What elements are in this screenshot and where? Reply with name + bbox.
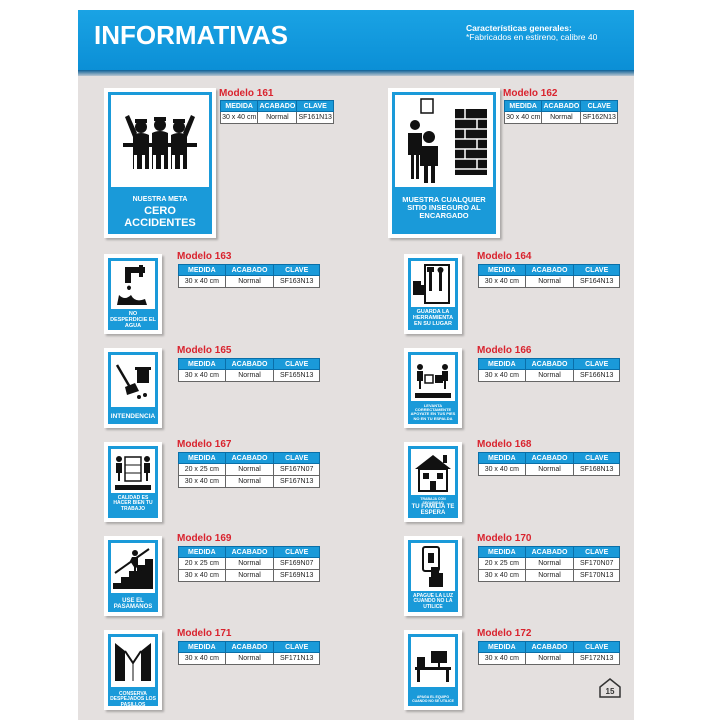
table-row: 30 x 40 cm Normal SF161N13 <box>221 112 334 124</box>
table-row: 30 x 40 cm Normal SF172N13 <box>479 653 620 665</box>
house-family-icon <box>411 449 455 495</box>
table-row: 30 x 40 cm Normal SF164N13 <box>479 276 620 288</box>
col-acabado: ACABADO <box>225 642 274 653</box>
sign-modelo-166 <box>404 348 462 428</box>
table-row: 30 x 40 cm Normal SF167N13 <box>179 476 320 488</box>
quality-work-icon <box>111 449 155 493</box>
sign-caption: TU FAMILIA TE ESPERA <box>411 504 455 517</box>
sign-caption: NO DESPERDICIE EL AGUA <box>110 311 156 329</box>
sign-modelo-171 <box>104 630 162 710</box>
sign-caption: NUESTRA META <box>132 196 188 203</box>
table-row: 30 x 40 cm Normal SF170N13 <box>479 570 620 582</box>
col-medida: MEDIDA <box>479 642 526 653</box>
col-acabado: ACABADO <box>525 642 574 653</box>
model-label: Modelo 167 <box>177 439 232 450</box>
spec-table-169 <box>178 546 320 582</box>
col-acabado: ACABADO <box>525 359 574 370</box>
col-acabado: ACABADO <box>225 547 274 558</box>
sign-caption: LEVANTA CORRECTAMENTE APOYATE EN TUS PIES NO EN TU ESPALDA <box>410 403 456 421</box>
spec-table-166 <box>478 358 620 382</box>
col-clave: CLAVE <box>574 453 620 464</box>
model-label: Modelo 172 <box>477 628 532 639</box>
spec-table-167 <box>178 452 320 488</box>
sign-caption-main: CERO ACCIDENTES <box>124 205 196 229</box>
report-unsafe-site-icon <box>395 95 493 187</box>
spec-table-165 <box>178 358 320 382</box>
col-acabado: ACABADO <box>525 547 574 558</box>
sign-modelo-167 <box>104 442 162 522</box>
sign-modelo-164 <box>404 254 462 334</box>
col-clave: CLAVE <box>274 265 320 276</box>
col-medida: MEDIDA <box>479 453 526 464</box>
col-medida: MEDIDA <box>221 101 258 112</box>
col-clave: CLAVE <box>574 642 620 653</box>
header-divider <box>78 70 634 76</box>
col-medida: MEDIDA <box>479 359 526 370</box>
col-acabado: ACABADO <box>225 265 274 276</box>
light-switch-icon <box>411 543 455 591</box>
model-label: Modelo 171 <box>177 628 232 639</box>
stair-handrail-icon <box>111 543 155 593</box>
model-label: Modelo 161 <box>219 88 274 99</box>
col-acabado: ACABADO <box>543 102 580 110</box>
col-medida: MEDIDA <box>179 642 226 653</box>
table-row: 30 x 40 cm Normal SF168N13 <box>479 464 620 476</box>
spec-table-172 <box>478 641 620 665</box>
sign-modelo-163 <box>104 254 162 334</box>
sign-modelo-170 <box>404 536 462 616</box>
sign-caption: CALIDAD ES HACER BIEN TU TRABAJO <box>113 495 153 512</box>
model-label: Modelo 164 <box>477 251 532 262</box>
table-row: 30 x 40 cm Normal SF169N13 <box>179 570 320 582</box>
col-acabado: ACABADO <box>259 102 296 110</box>
table-row: 20 x 25 cm Normal SF169N07 <box>179 558 320 570</box>
page-number-text: 15 <box>605 687 615 696</box>
spec-table-163 <box>178 264 320 288</box>
table-row: 30 x 40 cm Normal SF162N13 <box>505 112 618 124</box>
col-clave: CLAVE <box>274 547 320 558</box>
spec-table-162 <box>504 100 618 124</box>
table-row: 30 x 40 cm Normal SF171N13 <box>179 653 320 665</box>
sign-modelo-165 <box>104 348 162 428</box>
table-row: 30 x 40 cm Normal SF165N13 <box>179 370 320 382</box>
table-row: 30 x 40 cm Normal SF163N13 <box>179 276 320 288</box>
computer-desk-icon <box>411 637 455 687</box>
model-label: Modelo 163 <box>177 251 232 262</box>
col-medida: MEDIDA <box>179 265 226 276</box>
sign-caption: USE EL PASAMANOS <box>113 598 153 611</box>
col-clave: CLAVE <box>574 265 620 276</box>
characteristics-text: *Fabricados en estireno, calibre 40 <box>466 32 598 42</box>
spec-table-168 <box>478 452 620 476</box>
page-title: INFORMATIVAS <box>94 20 289 50</box>
house-outline-icon <box>598 677 622 699</box>
sign-modelo-172 <box>404 630 462 710</box>
col-clave: CLAVE <box>574 359 620 370</box>
spec-table-161 <box>220 100 334 124</box>
col-clave: CLAVE <box>297 101 334 112</box>
sign-modelo-169 <box>104 536 162 616</box>
col-medida: MEDIDA <box>479 547 526 558</box>
model-label: Modelo 165 <box>177 345 232 356</box>
col-medida: MEDIDA <box>179 547 226 558</box>
lifting-posture-icon <box>411 355 455 401</box>
col-medida: MEDIDA <box>179 359 226 370</box>
model-label: Modelo 162 <box>503 88 558 99</box>
col-acabado: ACABADO <box>225 453 274 464</box>
model-label: Modelo 168 <box>477 439 532 450</box>
col-clave: CLAVE <box>274 453 320 464</box>
table-row: 30 x 40 cm Normal SF166N13 <box>479 370 620 382</box>
col-medida: MEDIDA <box>179 453 226 464</box>
model-label: Modelo 166 <box>477 345 532 356</box>
sign-caption-small: TRABAJA CON SEGURIDAD <box>420 497 446 505</box>
sign-modelo-168 <box>404 442 462 522</box>
characteristics-note <box>466 24 597 42</box>
clear-aisle-icon <box>111 637 155 687</box>
sign-caption: APAGA EL EQUIPO CUANDO NO SE UTILICE <box>412 695 454 703</box>
team-workers-icon <box>111 95 209 187</box>
table-row: 20 x 25 cm Normal SF167N07 <box>179 464 320 476</box>
col-clave: CLAVE <box>274 642 320 653</box>
col-medida: MEDIDA <box>505 101 542 112</box>
col-acabado: ACABADO <box>525 453 574 464</box>
col-clave: CLAVE <box>581 101 618 112</box>
sign-caption: APAGUE LA LUZ CUANDO NO LA UTILICE <box>413 593 453 610</box>
col-clave: CLAVE <box>274 359 320 370</box>
spec-table-170 <box>478 546 620 582</box>
sign-caption: INTENDENCIA <box>110 413 156 420</box>
characteristics-title: Características generales: <box>466 23 572 33</box>
sign-caption: MUESTRA CUALQUIER SITIO INSEGURO AL ENCARGADO <box>402 195 486 220</box>
cleaning-broom-icon <box>111 355 155 407</box>
sign-modelo-161 <box>104 88 216 238</box>
col-clave: CLAVE <box>574 547 620 558</box>
model-label: Modelo 170 <box>477 533 532 544</box>
col-acabado: ACABADO <box>525 265 574 276</box>
tool-board-icon <box>411 261 455 307</box>
table-row: 20 x 25 cm Normal SF170N07 <box>479 558 620 570</box>
page-number <box>598 677 622 699</box>
spec-table-171 <box>178 641 320 665</box>
model-label: Modelo 169 <box>177 533 232 544</box>
col-acabado: ACABADO <box>225 359 274 370</box>
dripping-faucet-icon <box>111 261 155 309</box>
sign-caption: CONSERVA DESPEJADOS LOS PASILLOS <box>110 691 156 708</box>
sign-caption: GUARDA LA HERRAMIENTA EN SU LUGAR <box>412 309 454 327</box>
spec-table-164 <box>478 264 620 288</box>
sign-modelo-162 <box>388 88 500 238</box>
col-medida: MEDIDA <box>479 265 526 276</box>
